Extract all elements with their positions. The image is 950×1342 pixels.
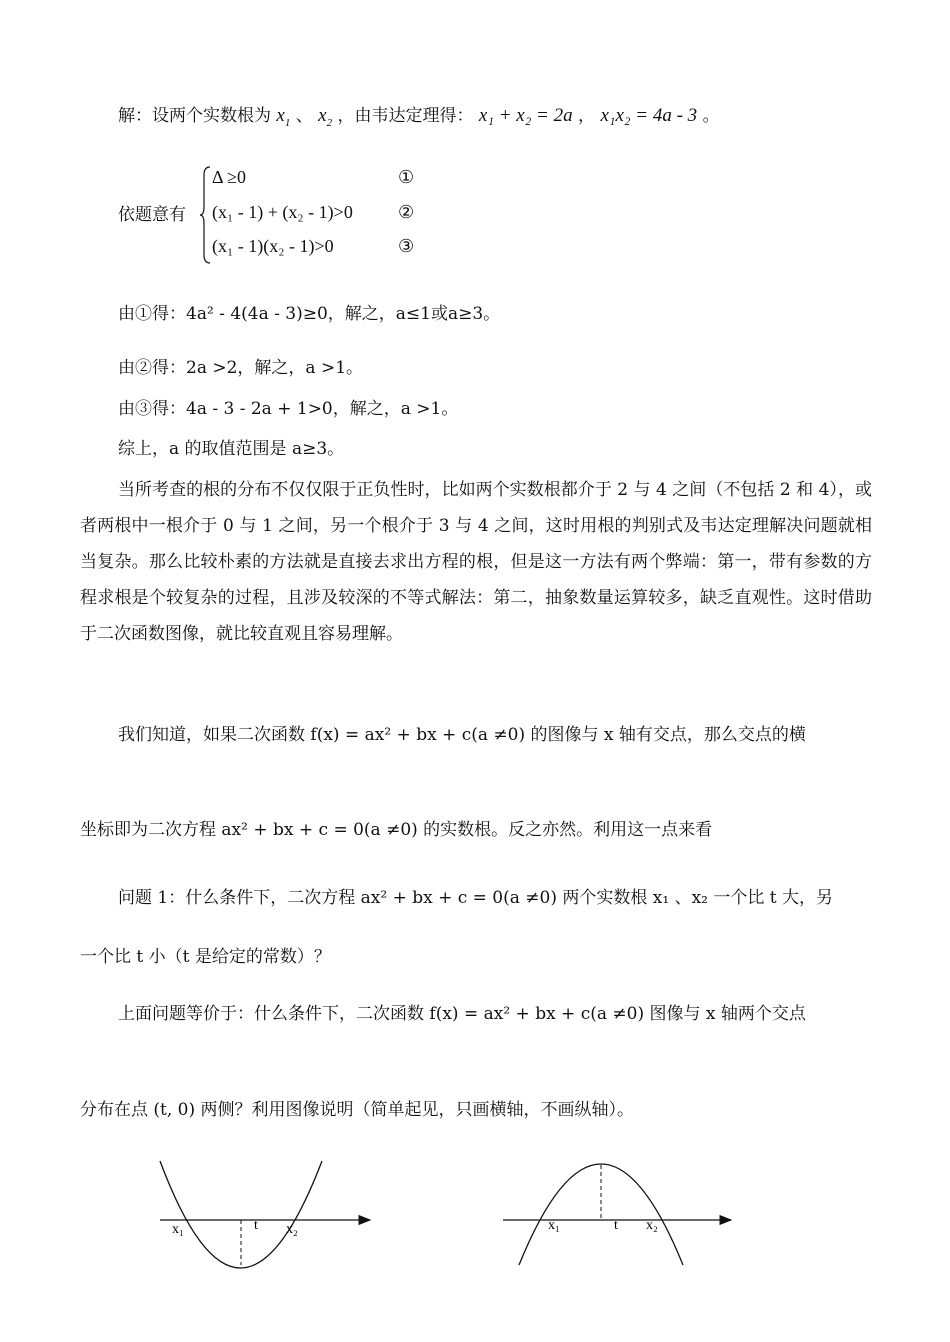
circle-1: ① bbox=[398, 167, 415, 188]
label-t: t bbox=[254, 1218, 258, 1233]
problem-1-line-2: 一个比 t 小（t 是给定的常数）？ bbox=[80, 947, 331, 967]
solution-line-6: 综上，a 的取值范围是 a≥3。 bbox=[118, 439, 345, 459]
text-line-7: 我们知道，如果二次函数 f(x) = ax² + bx + c(a ≠0) 的图像与 x 轴有交点，那么交点的横 bbox=[118, 725, 806, 745]
text-line-12: 分布在点 (t, 0) 两侧？利用图像说明（简单起见，只画横轴，不画纵轴）。 bbox=[80, 1100, 635, 1120]
circle-2: ② bbox=[398, 202, 415, 223]
text: ， bbox=[578, 106, 596, 126]
text: 解：设两个实数根为 bbox=[118, 106, 271, 126]
solution-line-5: 由③得：4a - 3 - 2a + 1>0，解之，a >1。 bbox=[118, 399, 459, 419]
math-product: x₁x₂ = 4a - 3 bbox=[600, 105, 698, 126]
label-x2: x₂ bbox=[646, 1218, 658, 1233]
system-label: 依题意有 bbox=[118, 205, 186, 225]
label-x2: x₂ bbox=[286, 1222, 298, 1237]
text: ，由韦达定理得： bbox=[337, 106, 474, 126]
paragraph-1: 当所考查的根的分布不仅仅限于正负性时，比如两个实数根都介于 2 与 4 之间（不包括 2 和 4），或者两根中一根介于 0 与 1 之间，另一个根介于 3 与 4 之间，这时用根的判别式及韦达定理解决问题就相当复杂。那么比较朴素的方法就是直接去求出方程的根，但是这一方法有两个弊端：第一，带有参数的方程求根是个较复杂的过程，且涉及较深的不等式解法：第二，抽象数量运算较多，缺乏直观性。这时借助于二次函数图像，就比较直观且容易理解。 bbox=[80, 480, 872, 644]
figure-upward-parabola bbox=[150, 1155, 390, 1275]
math-x2: $x_2$ bbox=[318, 105, 333, 129]
left-brace-icon bbox=[200, 165, 212, 265]
solution-line-4: 由②得：2a >2，解之，a >1。 bbox=[118, 358, 364, 378]
figure-downward-parabola bbox=[495, 1155, 745, 1275]
math-x1: $x_1$ bbox=[276, 105, 291, 129]
text-line-11: 上面问题等价于：什么条件下，二次函数 f(x) = ax² + bx + c(a ≠0) 图像与 x 轴两个交点 bbox=[118, 1004, 806, 1024]
solution-line-1 bbox=[118, 104, 720, 135]
label-t: t bbox=[614, 1218, 618, 1233]
text: 、 bbox=[295, 106, 313, 126]
system-row-1: Δ ≥0 bbox=[212, 167, 246, 187]
problem-1-line: 问题 1：什么条件下，二次方程 ax² + bx + c = 0(a ≠0) 两个实数根 x₁ 、x₂ 一个比 t 大，另 bbox=[118, 888, 834, 908]
system-row-3: (x₁ - 1)(x₂ - 1)>0 bbox=[212, 236, 334, 256]
solution-line-3: 由①得：4a² - 4(4a - 3)≥0，解之，a≤1或a≥3。 bbox=[118, 304, 501, 324]
math-sum: x₁ + x₂ = 2a bbox=[478, 105, 573, 126]
text: 。 bbox=[702, 106, 720, 126]
label-x1: x₁ bbox=[172, 1222, 184, 1237]
inequality-system bbox=[200, 165, 430, 265]
text-line-8: 坐标即为二次方程 ax² + bx + c = 0(a ≠0) 的实数根。反之亦然。利用这一点来看 bbox=[80, 820, 713, 840]
circle-3: ③ bbox=[398, 236, 415, 257]
system-row-2: (x₁ - 1) + (x₂ - 1)>0 bbox=[212, 202, 353, 222]
label-x1: x₁ bbox=[548, 1218, 560, 1233]
